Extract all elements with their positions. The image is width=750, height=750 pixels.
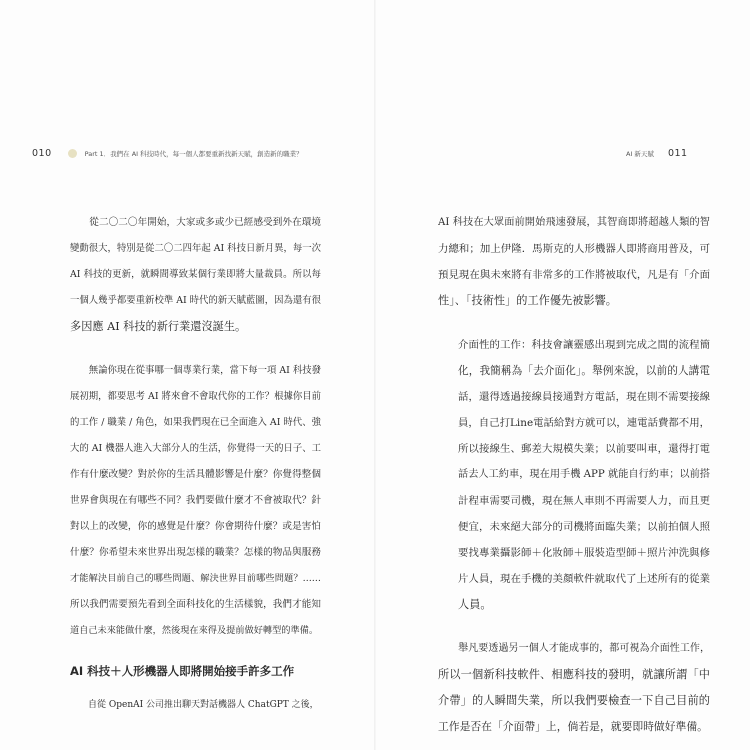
text-line: AI 科技在大眾面前開始飛速發展，其智商即將超越人類的智: [438, 217, 710, 228]
text-line: 作有什麼改變？對於你的生活具體影響是什麼？你覺得整個: [70, 469, 321, 480]
text-line: 介面性的工作：科技會讓靈感出現到完成之間的流程簡: [458, 339, 710, 351]
right-paragraph-2: [438, 332, 710, 618]
text-line: 便宜，未來絕大部分的司機將面臨失業；以前拍個人照: [458, 521, 710, 533]
text-line: 道自己未來能做什麼，然後現在來得及提前做好轉型的準備。: [70, 625, 319, 636]
text-line: 員，自己打Line電話給對方就可以，連電話費都不用，: [458, 417, 710, 429]
left-running-title: Part 1．我們在 AI 科技時代，每一個人都要重新找新天賦，創造新的職業？: [84, 149, 303, 158]
text-line: 要找專業攝影師＋化妝師＋服裝造型師＋照片沖洗與修: [458, 547, 710, 559]
text-line: 片人員，現在手機的美顏軟件就取代了上述所有的從業: [458, 573, 710, 585]
text-line: 才能解決目前自己的哪些問題、解決世界目前哪些問題？……: [70, 573, 321, 584]
text-line: 對以上的改變，你的感覺是什麼？你會期待什麼？或是害怕: [70, 521, 321, 532]
text-line: 計程車需要司機，現在無人車則不再需要人力，而且更: [458, 495, 710, 507]
text-line: 所以接線生、郵差大規模失業；以前要叫車，還得打電: [458, 443, 710, 455]
section-heading: AI 科技＋人形機器人即將開始接手許多工作: [70, 664, 295, 678]
left-page-header: [32, 146, 303, 160]
text-line: 所以一個新科技軟件、相應科技的發明，就讓所謂「中: [438, 668, 710, 681]
left-page-body: [70, 210, 321, 718]
text-line: 什麼？你希望未來世界出現怎樣的職業？怎樣的物品與服務: [70, 547, 321, 558]
text-line: 大的 AI 機器人進入大部分人的生活，你覺得一天的日子、工: [70, 443, 321, 454]
text-line: 所以我們需要預先看到全面科技化的生活樣貌，我們才能知: [70, 599, 321, 610]
text-line: 話去人工約車，現在用手機 APP 就能自行約車；以前搭: [458, 469, 710, 480]
left-paragraph-2: [70, 358, 321, 644]
text-line: 介帶」的人瞬間失業，所以我們要檢查一下自己目前的: [438, 694, 710, 707]
header-dot-icon: [68, 149, 77, 158]
right-page-number: 011: [667, 147, 688, 159]
text-line: 展初期，都要思考 AI 將來會不會取代你的工作？根據你目前: [70, 391, 321, 402]
right-page-header: [626, 146, 688, 160]
text-line: 話，還得透過接線員接通對方電話，現在則不需要接線: [458, 391, 710, 403]
text-line: 工作是否在「介面帶」上，倘若是，就要即時做好準備。: [438, 720, 708, 733]
text-line: 自從 OpenAI 公司推出聊天對話機器人 ChatGPT 之後，: [70, 700, 319, 710]
text-line: 從二〇二〇年開始，大家或多或少已經感受到外在環境: [70, 217, 321, 228]
text-line: 舉凡要透過另一個人才能成事的，都可視為介面性工作，: [438, 643, 710, 654]
left-page-number: 010: [32, 147, 52, 159]
text-line: 多因應 AI 科技的新行業還沒誕生。: [70, 320, 247, 333]
right-page-body: [438, 210, 710, 740]
text-line: 化，我簡稱為「去介面化」。舉例來說，以前的人講電: [458, 365, 710, 377]
text-line: 無論你現在從事哪一個專業行業，當下每一項 AI 科技發: [70, 365, 321, 376]
text-line: AI 科技的更新，就瞬間導致某個行業即將大量裁員。所以每: [70, 269, 321, 280]
text-line: 人員。: [458, 598, 492, 611]
right-paragraph-3: [438, 636, 710, 740]
text-line: 性」、「技術性」的工作優先被影響。: [438, 294, 617, 307]
text-line: 變動很大，特別是從二〇二四年起 AI 科技日新月異，每一次: [70, 243, 321, 254]
left-paragraph-3: [70, 692, 321, 718]
text-line: 世界會與現在有哪些不同？我們要做什麼才不會被取代？針: [70, 495, 321, 506]
text-line: 預見現在與未來將有非常多的工作將被取代，凡是有「介面: [438, 269, 710, 281]
left-paragraph-1: [70, 210, 321, 340]
right-running-title: AI 新天賦: [626, 149, 654, 158]
text-line: 力總和；加上伊隆．馬斯克的人形機器人即將商用普及，可: [438, 243, 710, 255]
text-line: 一個人幾乎都要重新校準 AI 時代的新天賦藍圖，因為還有很: [70, 295, 321, 306]
right-paragraph-1: [438, 210, 710, 314]
text-line: 的工作 / 職業 / 角色，如果我們現在已全面進入 AI 時代、強: [70, 417, 321, 428]
book-gutter: [374, 0, 376, 750]
